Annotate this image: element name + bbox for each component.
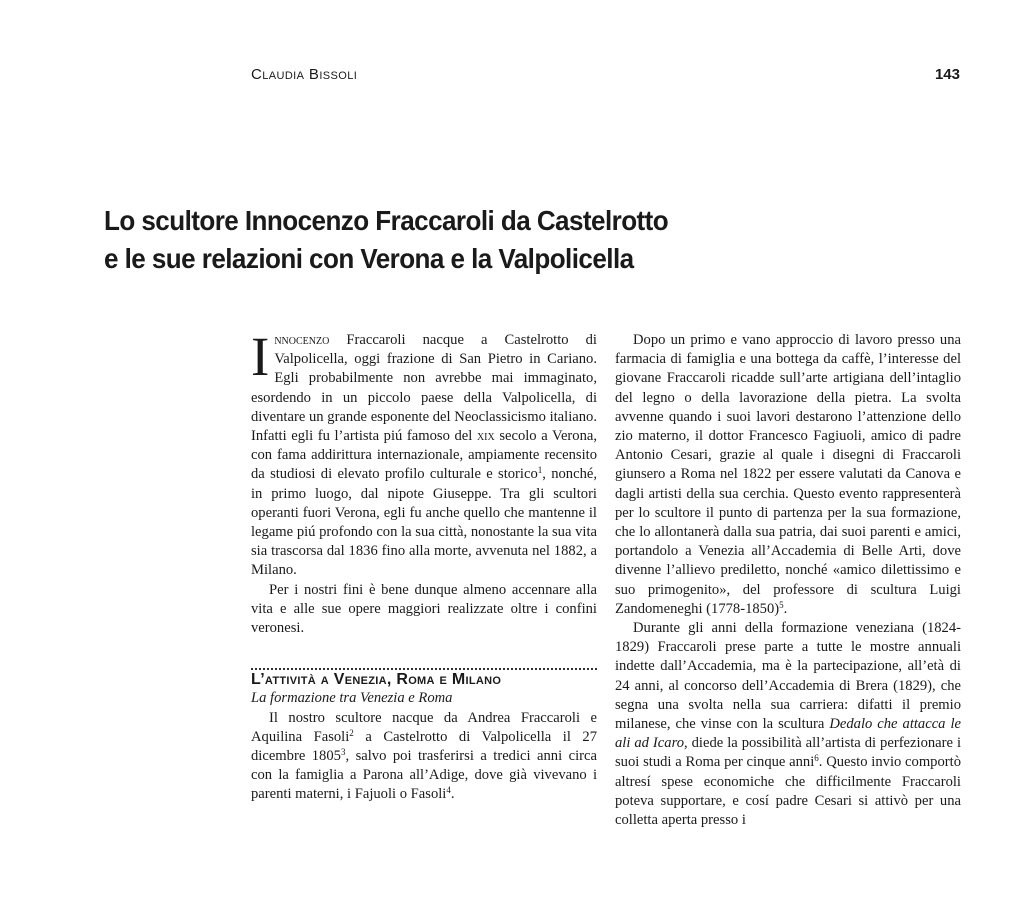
p3-text-c: , salvo poi trasferirsi a tredici anni circa con la famiglia a Parona all’Adige, dove già vivevano i parenti materni, i Fajuoli o Fasoli [251,748,597,803]
article-title-line-1: Lo scultore Innocenzo Fraccaroli da Castelrotto [104,205,669,236]
article-title-line-2: e le sue relazioni con Verona e la Valpolicella [104,243,634,274]
opening-text-c: , nonché, in primo luogo, dal nipote Giuseppe. Tra gli scultori operanti fuori Verona, egli fu anche quello che mantenne il legame piú profondo con la sua città, nonostante la sua vita sia trascorsa dal 1836 fino alla morte, avvenuta nel 1882, a Milano. [251,466,597,579]
footnote-ref-6: 6 [814,753,819,764]
p3-text-a: Il nostro scultore nacque da Andrea Fraccaroli e Aquilina Fasoli [251,709,597,745]
opening-text-b: secolo a Verona, con fama addirittura internazionale, ampiamente recensito da studiosi di elevato profilo culturale e storico [251,428,598,483]
subsection-heading: La formazione tra Venezia e Roma [251,690,453,707]
opening-paragraph [251,326,598,581]
right-paragraph-1 [615,331,961,619]
rp2-text-b: , diede la possibilità all’artista di perfezionare i suoi studi a Roma per cinque anni [615,735,961,771]
artwork-title: Dedalo che attacca le ali ad Icaro [615,716,961,752]
third-paragraph [251,709,597,805]
page-number: 143 [934,66,960,83]
opening-text: Fraccaroli nacque a Castelrotto di Valpolicella, oggi frazione di San Pietro in Cariano. Egli probabilmente non avrebbe mai immaginato, esordendo in un piccolo paese della Valpolicella, di diventare un grande esponente del Neoclassicismo italiano. Infatti egli fu l’artista piú famoso del [251,332,597,445]
footnote-ref-4: 4 [446,785,451,796]
p3-text-b: a Castelrotto di Valpolicella il 27 dicembre 1805 [251,728,597,765]
footnote-ref-3: 3 [340,747,346,758]
right-column [615,331,961,830]
rp2-text-a: Durante gli anni della formazione veneziana (1824-1829) Fraccaroli prese parte a tutte le mostre annuali indette dall’Accademia, ma è la partecipazione, all’età di 24 anni, al concorso dell’Accademia di Brera (1829), che segna una svolta nella sua carriera: difatti il premio milanese, che vinse con la scultura [615,620,961,733]
second-paragraph: Per i nostri fini è bene dunque almeno accennare alla vita e alle sue opere maggiori realizzate oltre i confini veronesi. [251,581,597,637]
lead-small-caps: nnocenzo [274,332,330,348]
century-numeral: xix [476,428,495,445]
section-heading: L’attività a Venezia, Roma e Milano [251,671,502,689]
footnote-ref-5: 5 [779,599,784,610]
footnote-ref-1: 1 [537,465,543,476]
rp2-text-c: . Questo invio comportò altresí spese economiche che difficilmente Fraccaroli poteva supportare, e cosí padre Cesari si attivò per una colletta aperta presso i [615,754,961,829]
rp1-text-a: Dopo un primo e vano approccio di lavoro presso una farmacia di famiglia e una bottega da caffè, l’interesse del giovane Fraccaroli ricadde sull’arte artigiana dell’intaglio del legno o della lavorazione della pietra. La svolta avvenne quando i suoi lavori destarono l’attenzione dello zio materno, il dottor Francesco Fagiuoli, amico di padre Antonio Cesari, grazie al quale i disegni di Fraccaroli giunsero a Roma nel 1822 per essere valutati da Canova e dagli artisti della sua cerchia. Questo evento rappresenterà per lo scultore il punto di partenza per la sua formazione, che lo allontanerà dalla sua patria, dai suoi parenti e amici, portandolo a Venezia all’Accademia di Belle Arti, dove divenne l’allievo prediletto, nonché «amico dilettissimo e suo primogenito», del professore di scultura Luigi Zandomeneghi (1778-1850) [615,332,961,617]
article-title [104,202,848,278]
rp1-text-b: . [783,600,788,617]
drop-cap: I [251,326,270,387]
right-paragraph-2 [615,619,961,830]
left-column [251,326,598,805]
running-head-author: Claudia Bissoli [251,66,358,83]
footnote-ref-2: 2 [349,727,354,738]
p3-text-d: . [450,786,455,803]
